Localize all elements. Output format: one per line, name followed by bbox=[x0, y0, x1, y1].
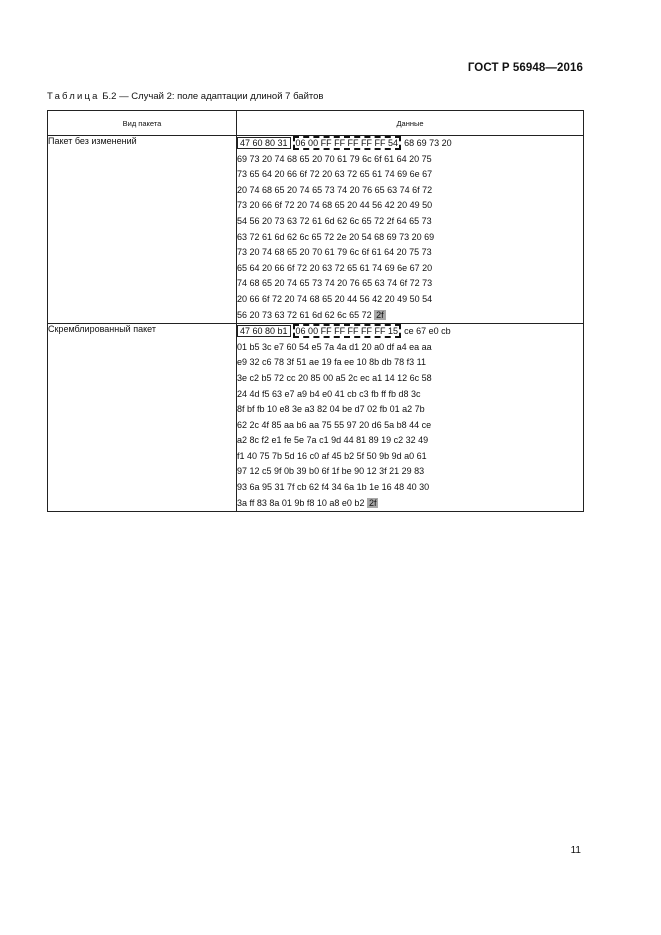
table-row bbox=[48, 324, 584, 512]
data-line-text: 3a ff 83 8a 01 9b f8 10 a8 e0 b2 bbox=[237, 497, 365, 508]
data-line: 20 74 68 65 20 74 65 73 74 20 76 65 63 74 6f 72 bbox=[237, 184, 433, 195]
adaptation-field-box: 06 00 FF FF FF FF FF 15 bbox=[293, 324, 402, 338]
caption-prefix: Таблица bbox=[47, 91, 100, 102]
data-line: a2 8c f2 e1 fe 5e 7a c1 9d 44 81 89 19 c2 32 49 bbox=[237, 435, 429, 446]
data-line: 20 66 6f 72 20 74 68 65 20 44 56 42 20 49 50 54 bbox=[237, 293, 433, 304]
packet-kind-cell: Пакет без изменений bbox=[48, 136, 237, 324]
packet-kind-cell: Скремблированный пакет bbox=[48, 324, 237, 512]
data-line: 24 4d f5 63 e7 a9 b4 e0 41 cb c3 fb ff fb d8 3c bbox=[237, 388, 421, 399]
data-line: 93 6a 95 31 7f cb 62 f4 34 6a 1b 1e 16 48 40 30 bbox=[237, 482, 430, 493]
data-line: 63 72 61 6d 62 6c 65 72 2e 20 54 68 69 73 20 69 bbox=[237, 231, 435, 242]
packet-data-table bbox=[47, 110, 584, 512]
highlighted-byte: 2f bbox=[368, 497, 377, 508]
adaptation-field-box: 06 00 FF FF FF FF FF 54 bbox=[293, 136, 402, 150]
data-line: 74 68 65 20 74 65 73 74 20 76 65 63 74 6f 72 73 bbox=[237, 278, 433, 289]
data-line: e9 32 c6 78 3f 51 ae 19 fa ee 10 8b db 78 f3 11 bbox=[237, 357, 426, 368]
header-data: Данные bbox=[237, 111, 584, 136]
data-line-first bbox=[237, 324, 583, 340]
data-line: 73 20 66 6f 72 20 74 68 65 20 44 56 42 20 49 50 bbox=[237, 200, 433, 211]
table-row bbox=[48, 136, 584, 324]
packet-data-cell bbox=[237, 136, 584, 324]
header-bytes-box: 47 60 80 b1 bbox=[237, 325, 291, 337]
data-line-last bbox=[237, 496, 583, 512]
highlighted-byte: 2f bbox=[376, 309, 384, 320]
caption-title: Б.2 — Случай 2: поле адаптации длиной 7 байтов bbox=[99, 91, 324, 102]
data-line: f1 40 75 7b 5d 16 c0 af 45 b2 5f 50 9b 9d a0 61 bbox=[237, 450, 427, 461]
data-line: 73 20 74 68 65 20 70 61 79 6c 6f 61 64 20 75 73 bbox=[237, 247, 432, 258]
data-line-first bbox=[237, 136, 583, 152]
header-bytes-box: 47 60 80 31 bbox=[237, 137, 291, 149]
standard-designation: ГОСТ Р 56948—2016 bbox=[467, 62, 583, 74]
data-line: 54 56 20 73 63 72 61 6d 62 6c 65 72 2f 64 65 73 bbox=[237, 215, 432, 226]
data-line: 62 2c 4f 85 aa b6 aa 75 55 97 20 d6 5a b8 44 ce bbox=[237, 419, 432, 430]
data-line: 73 65 64 20 66 6f 72 20 63 72 65 61 74 69 6e 67 bbox=[237, 169, 433, 180]
data-line: 01 b5 3c e7 60 54 e5 7a 4a d1 20 a0 df a4 ea aa bbox=[237, 341, 432, 352]
data-line-text: 56 20 73 63 72 61 6d 62 6c 65 72 bbox=[237, 309, 372, 320]
data-line: 69 73 20 74 68 65 20 70 61 79 6c 6f 61 64 20 75 bbox=[237, 153, 432, 164]
data-line: 97 12 c5 9f 0b 39 b0 6f 1f be 90 12 3f 21 29 83 bbox=[237, 466, 425, 477]
table-caption bbox=[47, 91, 323, 102]
data-line-rest: 68 69 73 20 bbox=[404, 138, 452, 148]
data-line-last bbox=[237, 308, 583, 324]
data-line: 8f bf fb 10 e8 3e a3 82 04 be d7 02 fb 01 a2 7b bbox=[237, 404, 425, 415]
table-header-row bbox=[48, 111, 584, 136]
header-packet-type: Вид пакета bbox=[48, 111, 237, 136]
data-line: 3e c2 b5 72 cc 20 85 00 a5 2c ec a1 14 12 6c 58 bbox=[237, 372, 432, 383]
packet-data-cell bbox=[237, 324, 584, 512]
data-line: 65 64 20 66 6f 72 20 63 72 65 61 74 69 6e 67 20 bbox=[237, 262, 433, 273]
data-line-rest: ce 67 e0 cb bbox=[404, 326, 451, 337]
page-number: 11 bbox=[570, 845, 581, 856]
